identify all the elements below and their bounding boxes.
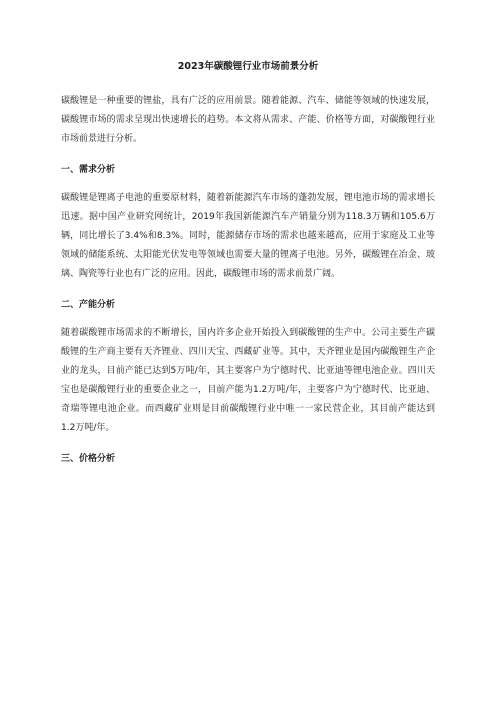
spacer <box>61 177 435 189</box>
section-body-capacity: 随着碳酸锂市场需求的不断增长，国内许多企业开始投入到碳酸锂的生产中。公司主要生产碳酸锂的生产商主要有天齐锂业、四川天宝、西藏矿业等。其中，天齐锂业是国内碳酸锂生产企业的龙头，目前产能已达到5万吨/年，其主要客户为宁德时代、比亚迪等锂电池企业。四川天宝也是碳酸锂行业的重要企业之一，目前产能为1.2万吨/年，主要客户为宁德时代、比亚迪、奇瑞等锂电池企业。而西藏矿业则是目前碳酸锂行业中唯一一家民营企业，其目前产能达到1.2万吨/年。 <box>61 328 435 433</box>
document-title: 2023年碳酸锂行业市场前景分析 <box>177 61 319 72</box>
spacer <box>61 74 435 92</box>
section-heading-capacity: 二、产能分析 <box>61 300 116 310</box>
spacer <box>61 284 435 298</box>
spacer <box>61 149 435 163</box>
section-heading-demand: 一、需求分析 <box>61 165 116 175</box>
spacer <box>61 312 435 324</box>
spacer <box>61 438 435 452</box>
intro-paragraph: 碳酸锂是一种重要的锂盐，具有广泛的应用前景。随着能源、汽车、储能等领域的快速发展，碳酸锂市场的需求呈现出快速增长的趋势。本文将从需求、产能、价格等方面，对碳酸锂行业市场前景进行分析。 <box>61 96 435 144</box>
section-body-demand: 碳酸锂是锂离子电池的重要原材料，随着新能源汽车市场的蓬勃发展，锂电池市场的需求增长迅速。据中国产业研究网统计，2019年我国新能源汽车产销量分别为118.3万辆和105.6万辆，同比增长了3.4%和8.3%。同时，能源储存市场的需求也越来越高，应用于家庭及工业等领域的储能系统、太阳能光伏发电等领域也需要大量的锂离子电池。另外，碳酸锂在冶金、玻璃、陶瓷等行业也有广泛的应用。因此，碳酸锂市场的需求前景广阔。 <box>61 193 435 279</box>
section-heading-price: 三、价格分析 <box>61 454 116 464</box>
